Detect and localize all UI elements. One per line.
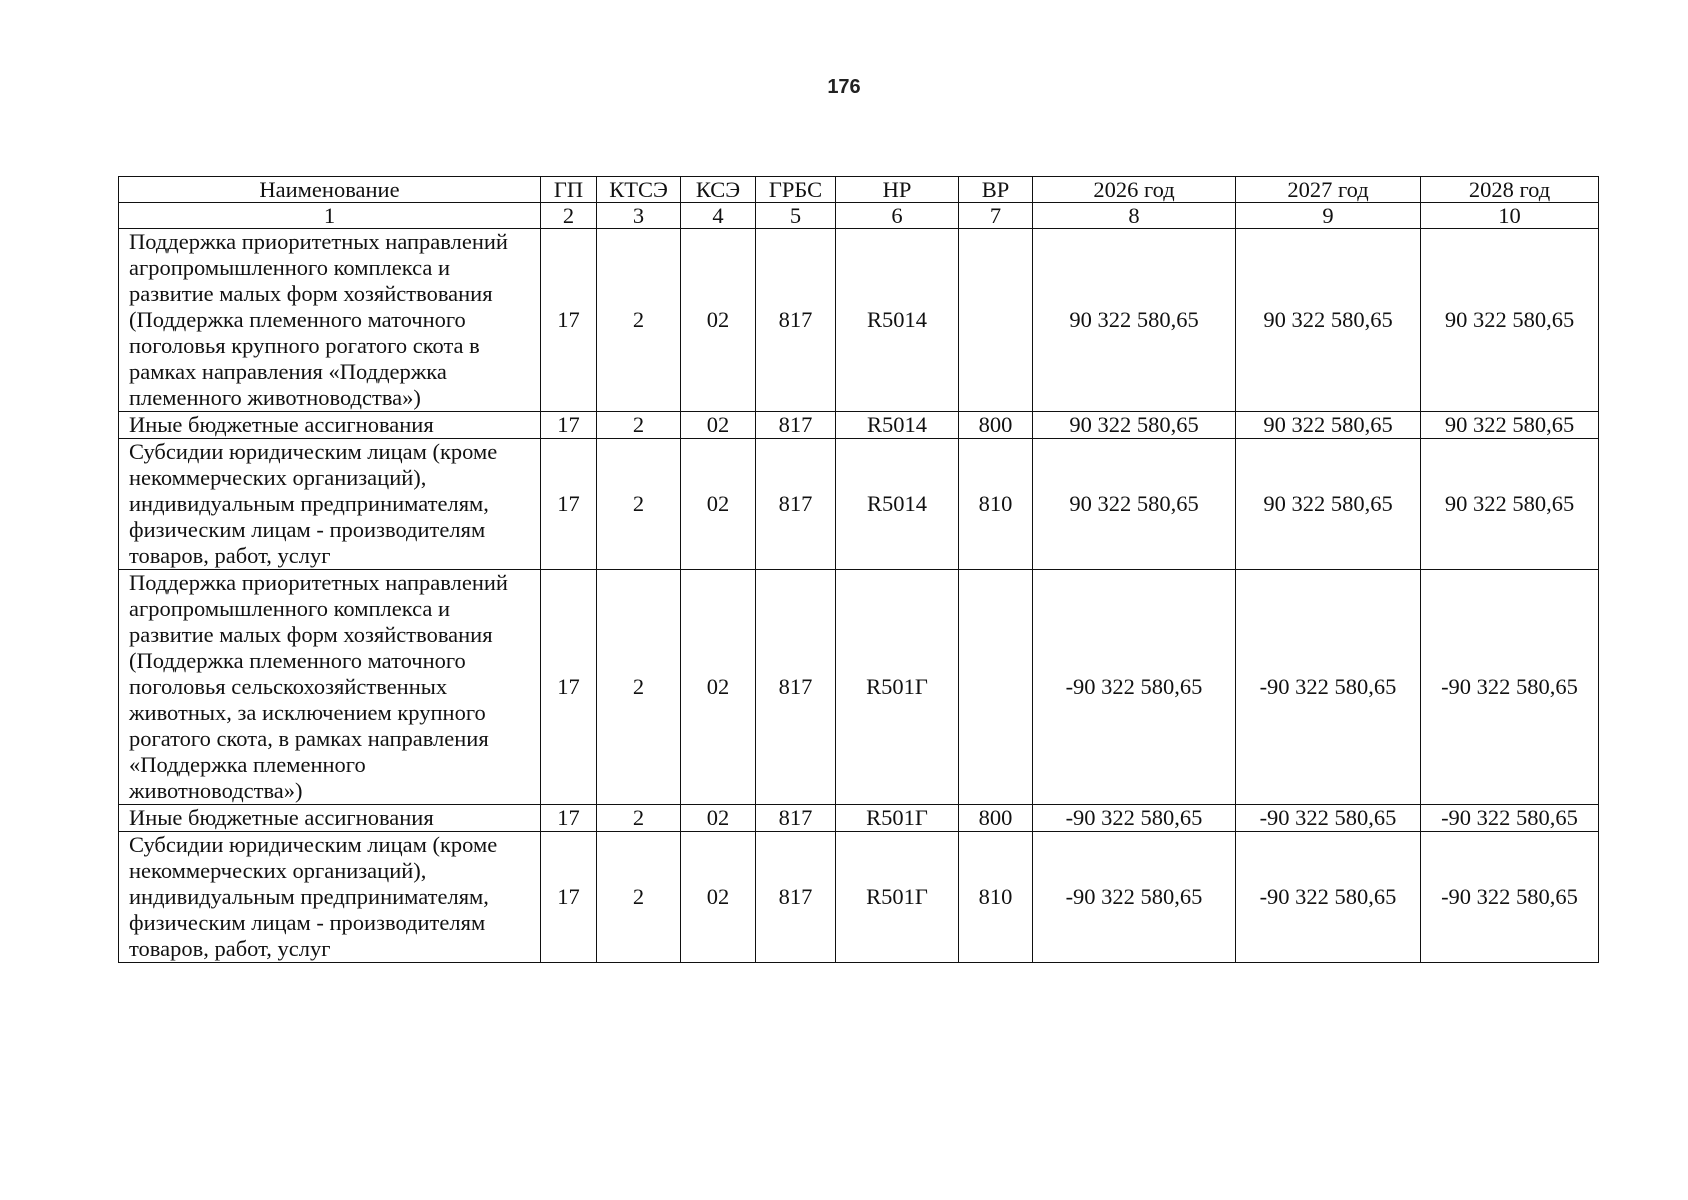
- column-header: ВР: [959, 177, 1033, 203]
- row-name: Иные бюджетные ассигнования: [119, 412, 541, 439]
- table-row: [119, 570, 1599, 805]
- cell-gp: 17: [541, 832, 597, 963]
- row-name: Субсидии юридическим лицам (кроме некоммерческих организаций), индивидуальным предпринимателям, физическим лицам - производителям товаров, работ, услуг: [119, 832, 541, 963]
- cell-nr: R501Г: [836, 832, 959, 963]
- cell-ktse: 2: [597, 229, 681, 412]
- cell-vr: 800: [959, 805, 1033, 832]
- column-number: 6: [836, 203, 959, 229]
- row-name: Иные бюджетные ассигнования: [119, 805, 541, 832]
- cell-vr: 800: [959, 412, 1033, 439]
- cell-2028: -90 322 580,65: [1421, 570, 1599, 805]
- cell-ktse: 2: [597, 832, 681, 963]
- cell-2026: -90 322 580,65: [1033, 832, 1236, 963]
- cell-kse: 02: [681, 439, 756, 570]
- cell-2026: 90 322 580,65: [1033, 412, 1236, 439]
- cell-nr: R501Г: [836, 805, 959, 832]
- cell-gp: 17: [541, 229, 597, 412]
- column-number: 8: [1033, 203, 1236, 229]
- cell-2026: 90 322 580,65: [1033, 229, 1236, 412]
- cell-2027: -90 322 580,65: [1236, 805, 1421, 832]
- column-number: 4: [681, 203, 756, 229]
- cell-2027: 90 322 580,65: [1236, 412, 1421, 439]
- cell-2026: -90 322 580,65: [1033, 570, 1236, 805]
- cell-grbs: 817: [756, 412, 836, 439]
- column-header: КСЭ: [681, 177, 756, 203]
- cell-vr: [959, 229, 1033, 412]
- row-name: Субсидии юридическим лицам (кроме некоммерческих организаций), индивидуальным предпринимателям, физическим лицам - производителям товаров, работ, услуг: [119, 439, 541, 570]
- cell-nr: R501Г: [836, 570, 959, 805]
- cell-2027: -90 322 580,65: [1236, 570, 1421, 805]
- cell-kse: 02: [681, 570, 756, 805]
- cell-kse: 02: [681, 229, 756, 412]
- cell-2028: -90 322 580,65: [1421, 805, 1599, 832]
- column-number: 3: [597, 203, 681, 229]
- cell-kse: 02: [681, 805, 756, 832]
- cell-kse: 02: [681, 412, 756, 439]
- cell-2027: 90 322 580,65: [1236, 229, 1421, 412]
- cell-vr: [959, 570, 1033, 805]
- cell-grbs: 817: [756, 229, 836, 412]
- row-name: Поддержка приоритетных направлений агропромышленного комплекса и развитие малых форм хозяйствования (Поддержка племенного маточного поголовья сельскохозяйственных животных, за исключением крупного рогатого скота, в рамках направления «Поддержка племенного животноводства»): [119, 570, 541, 805]
- cell-grbs: 817: [756, 570, 836, 805]
- cell-gp: 17: [541, 412, 597, 439]
- cell-2027: 90 322 580,65: [1236, 439, 1421, 570]
- cell-nr: R5014: [836, 412, 959, 439]
- cell-2028: 90 322 580,65: [1421, 439, 1599, 570]
- table-row: [119, 412, 1599, 439]
- column-header: Наименование: [119, 177, 541, 203]
- column-number: 1: [119, 203, 541, 229]
- cell-gp: 17: [541, 570, 597, 805]
- column-header: НР: [836, 177, 959, 203]
- cell-vr: 810: [959, 832, 1033, 963]
- cell-grbs: 817: [756, 439, 836, 570]
- column-header: КТСЭ: [597, 177, 681, 203]
- cell-ktse: 2: [597, 570, 681, 805]
- cell-2027: -90 322 580,65: [1236, 832, 1421, 963]
- column-header: 2028 год: [1421, 177, 1599, 203]
- row-name: Поддержка приоритетных направлений агропромышленного комплекса и развитие малых форм хозяйствования (Поддержка племенного маточного поголовья крупного рогатого скота в рамках направления «Поддержка племенного животноводства»): [119, 229, 541, 412]
- column-number: 10: [1421, 203, 1599, 229]
- column-number: 2: [541, 203, 597, 229]
- column-number: 5: [756, 203, 836, 229]
- column-header: ГРБС: [756, 177, 836, 203]
- table-row: [119, 805, 1599, 832]
- cell-2028: -90 322 580,65: [1421, 832, 1599, 963]
- column-header: 2026 год: [1033, 177, 1236, 203]
- cell-2026: -90 322 580,65: [1033, 805, 1236, 832]
- column-header: ГП: [541, 177, 597, 203]
- page-number: 176: [827, 76, 861, 98]
- table-row: [119, 229, 1599, 412]
- cell-gp: 17: [541, 805, 597, 832]
- cell-2028: 90 322 580,65: [1421, 412, 1599, 439]
- cell-2026: 90 322 580,65: [1033, 439, 1236, 570]
- cell-nr: R5014: [836, 439, 959, 570]
- cell-grbs: 817: [756, 832, 836, 963]
- table-row: [119, 832, 1599, 963]
- column-header: 2027 год: [1236, 177, 1421, 203]
- budget-table: [118, 176, 1599, 963]
- column-number-row: [119, 203, 1599, 229]
- cell-vr: 810: [959, 439, 1033, 570]
- cell-grbs: 817: [756, 805, 836, 832]
- cell-kse: 02: [681, 832, 756, 963]
- cell-ktse: 2: [597, 412, 681, 439]
- cell-nr: R5014: [836, 229, 959, 412]
- table-row: [119, 439, 1599, 570]
- cell-gp: 17: [541, 439, 597, 570]
- column-number: 9: [1236, 203, 1421, 229]
- cell-ktse: 2: [597, 805, 681, 832]
- column-number: 7: [959, 203, 1033, 229]
- cell-2028: 90 322 580,65: [1421, 229, 1599, 412]
- table-header-row: [119, 177, 1599, 203]
- cell-ktse: 2: [597, 439, 681, 570]
